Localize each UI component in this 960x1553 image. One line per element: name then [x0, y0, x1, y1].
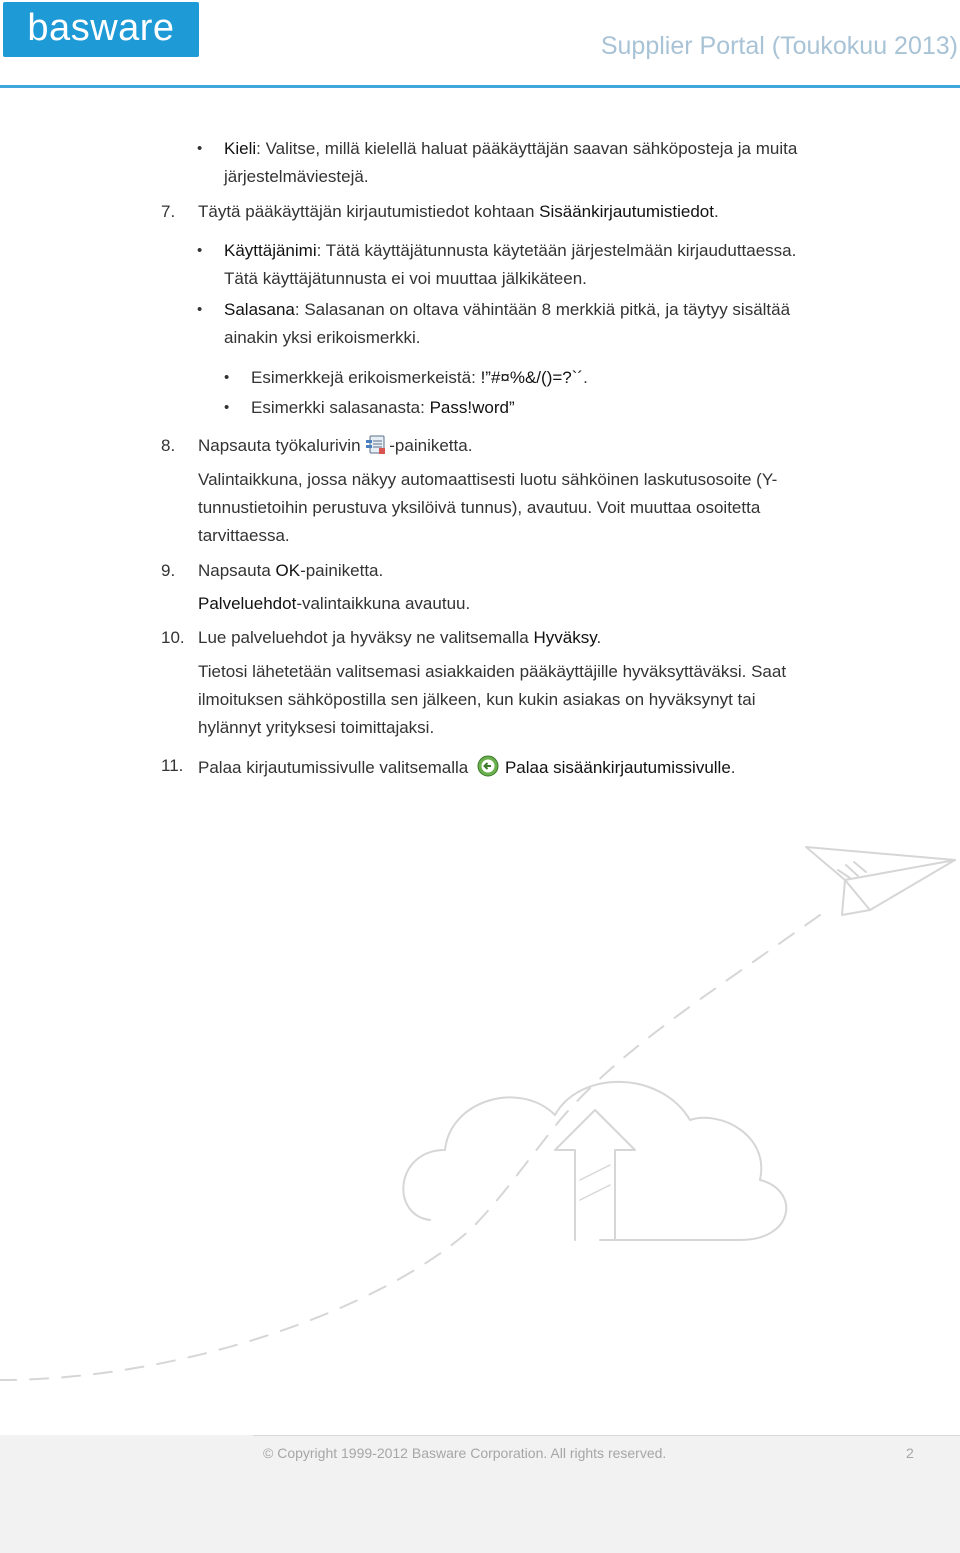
- step-11: [198, 755, 736, 783]
- bullet: •: [197, 242, 203, 259]
- password-text: : Salasanan on oltava vähintään 8 merkkiä pitkä, ja täytyy sisältää: [294, 300, 791, 319]
- login-info-term: Sisäänkirjautumistiedot: [539, 202, 714, 221]
- step-10-end: .: [596, 628, 602, 647]
- basware-logo: basware: [3, 2, 199, 57]
- password-example-item: [251, 397, 515, 419]
- step-10: [198, 627, 601, 649]
- step-number: 9.: [161, 561, 176, 580]
- password-item: [224, 299, 790, 321]
- language-item: [224, 138, 797, 160]
- step-number: 10.: [161, 628, 185, 647]
- copyright-notice: © Copyright 1999-2012 Basware Corporation. All rights reserved.: [263, 1445, 667, 1461]
- language-text-cont: järjestelmäviestejä.: [224, 167, 369, 186]
- username-text-cont: Tätä käyttäjätunnusta ei voi muuttaa jälkikäteen.: [224, 269, 587, 288]
- step-8-text-end: -painiketta.: [389, 436, 473, 455]
- language-term: Kieli: [224, 139, 257, 158]
- step-9-paragraph: [198, 593, 470, 615]
- step-9-text: Napsauta: [198, 561, 276, 580]
- step-10-paragraph-cont: ilmoituksen sähköpostilla sen jälkeen, kun kukin asiakas on hyväksynyt tai: [198, 690, 756, 709]
- accept-term: Hyväksy: [533, 628, 597, 647]
- bullet: •: [197, 301, 203, 318]
- bullet: •: [224, 369, 230, 386]
- step-9-text-end: -painiketta.: [300, 561, 384, 580]
- step-11-text: Palaa kirjautumissivulle valitsemalla: [198, 758, 473, 777]
- page-number: 2: [906, 1445, 914, 1461]
- bullet: •: [224, 399, 230, 416]
- footer-divider: [253, 1435, 960, 1436]
- language-text: : Valitse, millä kielellä haluat pääkäyttäjän saavan sähköposteja ja muita: [256, 139, 798, 158]
- step-9-paragraph-text: -valintaikkuna avautuu.: [296, 594, 471, 613]
- password-text-cont: ainakin yksi erikoismerkki.: [224, 328, 421, 347]
- step-7: [198, 201, 719, 223]
- terms-dialog-term: Palveluehdot: [198, 594, 297, 613]
- page-footer: [0, 1435, 960, 1553]
- step-7-end: .: [713, 202, 719, 221]
- special-chars-end: .: [583, 368, 588, 387]
- page-header: [0, 0, 960, 90]
- green-back-arrow-icon: [477, 755, 499, 783]
- username-text: : Tätä käyttäjätunnusta käytetään järjestelmään kirjauduttaessa.: [316, 241, 797, 260]
- password-term: Salasana: [224, 300, 295, 319]
- step-8-paragraph-cont: tunnustietoihin perustuva yksilöivä tunnus), avautuu. Voit muuttaa osoitetta: [198, 498, 761, 517]
- step-8-paragraph: Valintaikkuna, jossa näkyy automaattisesti luotu sähköinen laskutusosoite (Y-: [198, 470, 778, 489]
- step-8-paragraph-cont: tarvittaessa.: [198, 526, 290, 545]
- special-chars-text: Esimerkkejä erikoismerkeistä:: [251, 368, 481, 387]
- ok-term: OK: [275, 561, 301, 580]
- username-term: Käyttäjänimi: [224, 241, 317, 260]
- bullet: •: [197, 140, 203, 157]
- step-number: 8.: [161, 436, 176, 455]
- special-chars-value: !”#¤%&/()=?`´: [480, 368, 584, 387]
- step-7-text: Täytä pääkäyttäjän kirjautumistiedot kohtaan: [198, 202, 540, 221]
- username-item: [224, 240, 796, 262]
- address-card-icon: [365, 435, 387, 461]
- header-divider: [0, 85, 960, 88]
- step-8: [198, 435, 472, 461]
- step-11-end: .: [730, 758, 736, 777]
- step-10-paragraph: Tietosi lähetetään valitsemasi asiakkaiden pääkäyttäjille hyväksyttäväksi. Saat: [198, 662, 787, 681]
- step-9: [198, 560, 383, 582]
- special-chars-item: [251, 367, 588, 389]
- step-10-text: Lue palveluehdot ja hyväksy ne valitsemalla: [198, 628, 534, 647]
- step-8-text: Napsauta työkalurivin: [198, 436, 366, 455]
- step-number: 11.: [161, 756, 184, 775]
- back-to-login-term: Palaa sisäänkirjautumissivulle: [504, 758, 731, 777]
- cloud-plane-illustration: [0, 820, 960, 1420]
- step-10-paragraph-cont: hylännyt yrityksesi toimittajaksi.: [198, 718, 435, 737]
- step-number: 7.: [161, 202, 176, 221]
- portal-title: Supplier Portal (Toukokuu 2013): [600, 32, 958, 60]
- password-example-value: Pass!word”: [429, 398, 515, 417]
- password-example-text: Esimerkki salasanasta:: [251, 398, 430, 417]
